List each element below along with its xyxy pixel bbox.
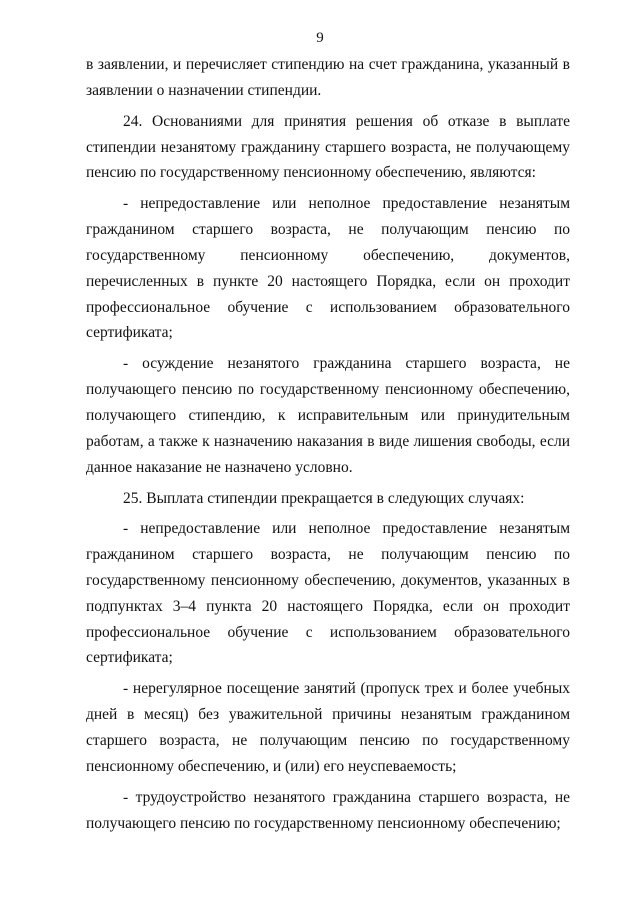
paragraph-clause-25-item-2: - нерегулярное посещение занятий (пропуск трех и более учебных дней в месяц) без уважительной причины незанятым гражданином старшего возраста, не получающим пенсию по государственному пенсионному обеспечению, и (или) его неуспеваемость; — [86, 680, 570, 775]
paragraph-clause-25-item-3: - трудоустройство незанятого гражданина старшего возраста, не получающего пенсию по государственному пенсионному обеспечению; — [86, 788, 570, 832]
paragraph-clause-24-item-1: - непредоставление или неполное предоставление незанятым гражданином старшего возраста, не получающим пенсию по государственному пенсионному обеспечению, документов, перечисленных в пункте 20 настоящего Порядка, если он проходит профессиональное обучение с использованием образовательного сертификата; — [86, 195, 570, 342]
paragraph-clause-24-item-2: - осуждение незанятого гражданина старшего возраста, не получающего пенсию по государственному пенсионному обеспечению, получающего стипендию, к исправительным или принудительным работам, а также к назначению наказания в виде лишения свободы, если данное наказание не назначено условно. — [86, 355, 570, 476]
paragraph-clause-24: 24. Основаниями для принятия решения об отказе в выплате стипендии незанятому гражданину старшего возраста, не получающему пенсию по государственному пенсионному обеспечению, являются: — [86, 112, 570, 182]
page-number: 9 — [316, 30, 324, 46]
paragraph-clause-25-item-1: - непредоставление или неполное предоставление незанятым гражданином старшего возраста, не получающим пенсию по государственному пенсионному обеспечению, документов, указанных в подпунктах 3–4 пункта 20 настоящего Порядка, если он проходит профессиональное обучение с использованием образовательного сертификата; — [86, 520, 570, 667]
paragraph-continuation: в заявлении, и перечисляет стипендию на счет гражданина, указанный в заявлении о назначении стипендии. — [86, 56, 570, 99]
paragraph-clause-25: 25. Выплата стипендии прекращается в следующих случаях: — [123, 489, 525, 507]
document-body — [86, 52, 570, 836]
